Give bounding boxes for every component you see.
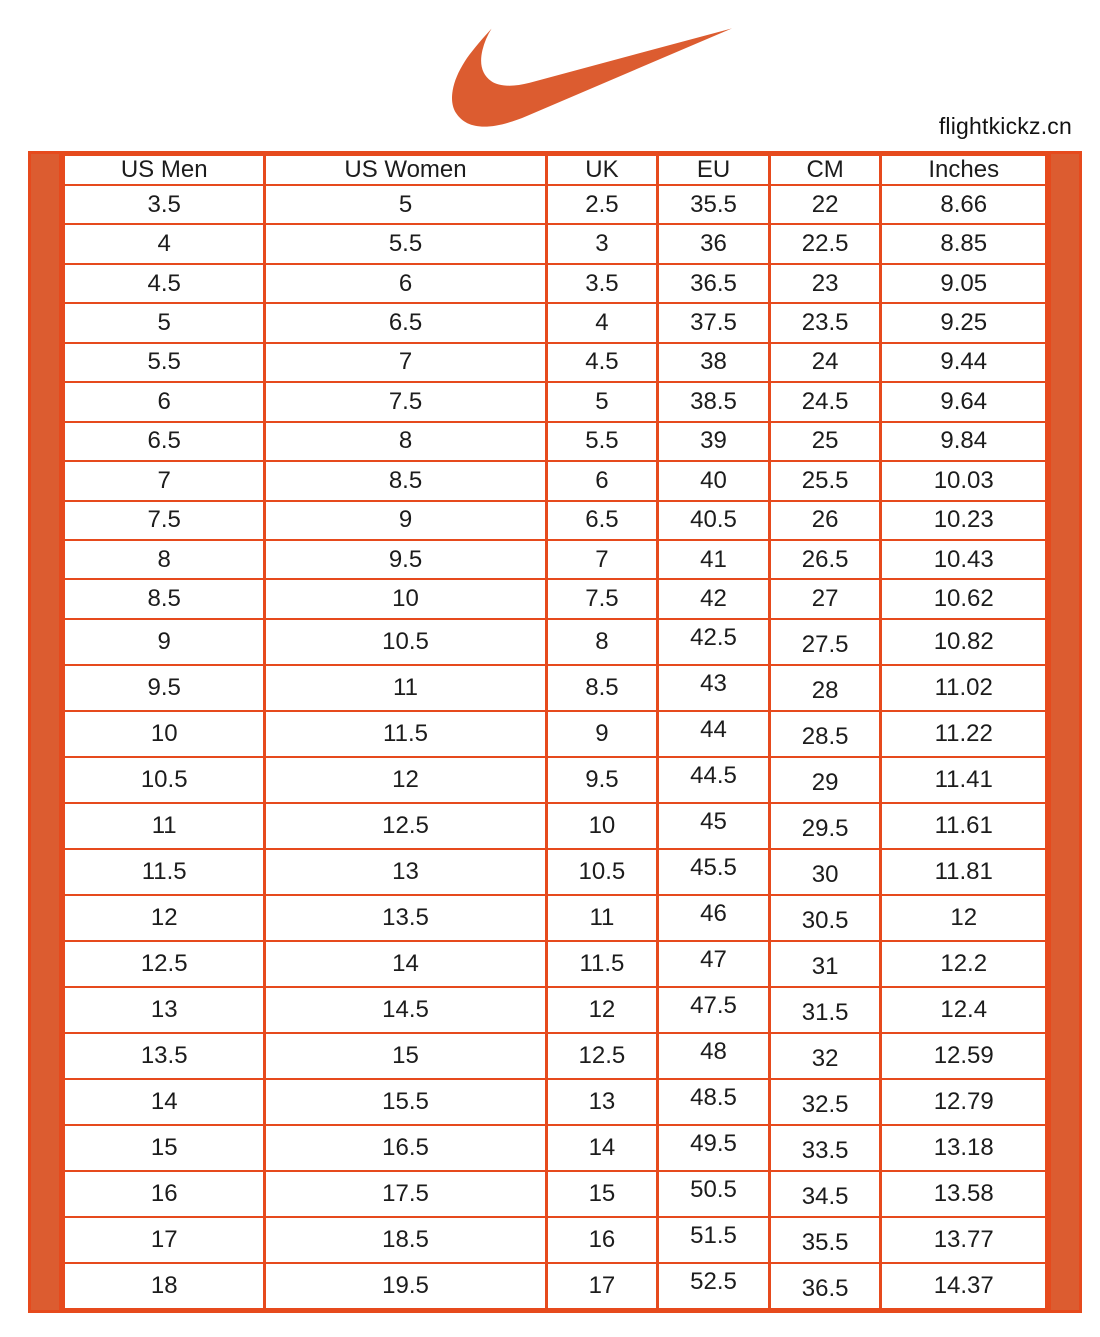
table-cell: 11 [64, 803, 265, 849]
table-cell: 44 [658, 711, 770, 757]
table-cell: 7.5 [64, 501, 265, 540]
column-header-us-men: US Men [64, 155, 265, 185]
table-row [64, 264, 1047, 303]
watermark-text: flightkickz.cn [938, 113, 1072, 139]
size-table-body [64, 185, 1047, 1309]
table-cell: 38 [658, 343, 770, 382]
table-row [64, 757, 1047, 803]
table-cell: 22 [769, 185, 881, 224]
right-accent-bar [1048, 154, 1079, 1310]
table-cell: 13.5 [64, 1033, 265, 1079]
table-cell: 11.02 [881, 665, 1047, 711]
table-cell: 12.5 [546, 1033, 658, 1079]
header-row [64, 155, 1047, 185]
table-cell: 14 [265, 941, 546, 987]
table-cell: 11 [265, 665, 546, 711]
table-cell: 12.5 [64, 941, 265, 987]
table-cell: 9.84 [881, 422, 1047, 461]
table-row [64, 895, 1047, 941]
table-row [64, 803, 1047, 849]
table-cell: 9 [546, 711, 658, 757]
table-row [64, 1171, 1047, 1217]
table-cell: 35.5 [658, 185, 770, 224]
table-cell: 11.5 [265, 711, 546, 757]
table-cell: 11.22 [881, 711, 1047, 757]
table-cell: 19.5 [265, 1263, 546, 1309]
table-cell: 6 [265, 264, 546, 303]
table-cell: 22.5 [769, 224, 881, 263]
table-cell: 23.5 [769, 303, 881, 342]
table-cell: 33.5 [769, 1125, 881, 1171]
table-cell: 39 [658, 422, 770, 461]
table-cell: 13.58 [881, 1171, 1047, 1217]
table-row [64, 619, 1047, 665]
table-cell: 12.5 [265, 803, 546, 849]
table-cell: 6 [64, 382, 265, 421]
table-cell: 2.5 [546, 185, 658, 224]
table-cell: 9.44 [881, 343, 1047, 382]
table-cell: 12.4 [881, 987, 1047, 1033]
table-cell: 30 [769, 849, 881, 895]
table-cell: 27.5 [769, 619, 881, 665]
table-row [64, 1263, 1047, 1309]
table-cell: 10 [265, 579, 546, 618]
table-row [64, 224, 1047, 263]
table-row [64, 579, 1047, 618]
table-cell: 13 [64, 987, 265, 1033]
table-row [64, 1217, 1047, 1263]
table-cell: 10.23 [881, 501, 1047, 540]
table-cell: 25 [769, 422, 881, 461]
table-cell: 18.5 [265, 1217, 546, 1263]
table-cell: 7 [265, 343, 546, 382]
table-cell: 52.5 [658, 1263, 770, 1309]
table-row [64, 1125, 1047, 1171]
table-cell: 24.5 [769, 382, 881, 421]
table-cell: 46 [658, 895, 770, 941]
table-cell: 8.5 [546, 665, 658, 711]
table-cell: 12.2 [881, 941, 1047, 987]
table-cell: 17 [546, 1263, 658, 1309]
table-cell: 13.77 [881, 1217, 1047, 1263]
table-cell: 4.5 [546, 343, 658, 382]
table-cell: 9.5 [64, 665, 265, 711]
table-cell: 10 [546, 803, 658, 849]
table-cell: 27 [769, 579, 881, 618]
table-cell: 6.5 [265, 303, 546, 342]
table-cell: 10.5 [546, 849, 658, 895]
table-cell: 3.5 [64, 185, 265, 224]
table-row [64, 987, 1047, 1033]
table-cell: 29 [769, 757, 881, 803]
table-cell: 10.62 [881, 579, 1047, 618]
table-cell: 7 [546, 540, 658, 579]
table-cell: 11.61 [881, 803, 1047, 849]
column-header-eu: EU [658, 155, 770, 185]
table-cell: 12 [265, 757, 546, 803]
table-cell: 16.5 [265, 1125, 546, 1171]
table-cell: 18 [64, 1263, 265, 1309]
table-cell: 6.5 [64, 422, 265, 461]
table-cell: 10.5 [64, 757, 265, 803]
table-cell: 47 [658, 941, 770, 987]
table-cell: 12 [881, 895, 1047, 941]
table-row [64, 665, 1047, 711]
table-cell: 11.81 [881, 849, 1047, 895]
table-row [64, 941, 1047, 987]
table-cell: 5 [64, 303, 265, 342]
table-cell: 9.5 [546, 757, 658, 803]
table-cell: 10.82 [881, 619, 1047, 665]
table-cell: 17.5 [265, 1171, 546, 1217]
table-row [64, 303, 1047, 342]
table-row [64, 461, 1047, 500]
table-cell: 10.03 [881, 461, 1047, 500]
table-cell: 11.41 [881, 757, 1047, 803]
table-cell: 15 [265, 1033, 546, 1079]
table-cell: 40.5 [658, 501, 770, 540]
table-cell: 38.5 [658, 382, 770, 421]
table-cell: 6 [546, 461, 658, 500]
table-row [64, 343, 1047, 382]
table-cell: 9 [265, 501, 546, 540]
table-cell: 51.5 [658, 1217, 770, 1263]
table-cell: 3.5 [546, 264, 658, 303]
table-cell: 14 [546, 1125, 658, 1171]
table-cell: 48.5 [658, 1079, 770, 1125]
table-cell: 10.5 [265, 619, 546, 665]
table-cell: 16 [546, 1217, 658, 1263]
table-cell: 11 [546, 895, 658, 941]
table-cell: 8.66 [881, 185, 1047, 224]
left-accent-bar [31, 154, 62, 1310]
table-cell: 40 [658, 461, 770, 500]
table-cell: 10 [64, 711, 265, 757]
table-cell: 9.05 [881, 264, 1047, 303]
table-cell: 7 [64, 461, 265, 500]
table-cell: 4.5 [64, 264, 265, 303]
table-cell: 41 [658, 540, 770, 579]
size-table [62, 154, 1048, 1310]
column-header-uk: UK [546, 155, 658, 185]
table-row [64, 849, 1047, 895]
table-cell: 26.5 [769, 540, 881, 579]
table-cell: 12.79 [881, 1079, 1047, 1125]
table-cell: 24 [769, 343, 881, 382]
table-cell: 36 [658, 224, 770, 263]
table-cell: 8 [265, 422, 546, 461]
table-cell: 36.5 [769, 1263, 881, 1309]
table-cell: 4 [546, 303, 658, 342]
column-header-us-women: US Women [265, 155, 546, 185]
table-cell: 8.85 [881, 224, 1047, 263]
table-cell: 43 [658, 665, 770, 711]
column-header-inches: Inches [881, 155, 1047, 185]
table-row [64, 501, 1047, 540]
table-cell: 28.5 [769, 711, 881, 757]
table-cell: 12 [546, 987, 658, 1033]
size-table-header [64, 155, 1047, 185]
table-row [64, 1079, 1047, 1125]
table-cell: 9 [64, 619, 265, 665]
table-cell: 32.5 [769, 1079, 881, 1125]
table-cell: 8 [64, 540, 265, 579]
table-cell: 12 [64, 895, 265, 941]
table-cell: 31 [769, 941, 881, 987]
table-cell: 5 [265, 185, 546, 224]
table-cell: 11.5 [64, 849, 265, 895]
table-cell: 32 [769, 1033, 881, 1079]
table-cell: 35.5 [769, 1217, 881, 1263]
table-cell: 15.5 [265, 1079, 546, 1125]
table-cell: 14 [64, 1079, 265, 1125]
table-cell: 31.5 [769, 987, 881, 1033]
table-cell: 5.5 [265, 224, 546, 263]
table-cell: 8 [546, 619, 658, 665]
table-cell: 49.5 [658, 1125, 770, 1171]
table-row [64, 185, 1047, 224]
table-cell: 9.64 [881, 382, 1047, 421]
table-cell: 6.5 [546, 501, 658, 540]
table-cell: 42.5 [658, 619, 770, 665]
table-cell: 44.5 [658, 757, 770, 803]
table-cell: 34.5 [769, 1171, 881, 1217]
table-row [64, 711, 1047, 757]
table-cell: 11.5 [546, 941, 658, 987]
table-cell: 28 [769, 665, 881, 711]
table-cell: 14.5 [265, 987, 546, 1033]
size-conversion-table [28, 151, 1082, 1313]
table-cell: 30.5 [769, 895, 881, 941]
table-row [64, 422, 1047, 461]
table-cell: 5.5 [546, 422, 658, 461]
table-cell: 45 [658, 803, 770, 849]
table-cell: 5.5 [64, 343, 265, 382]
table-cell: 10.43 [881, 540, 1047, 579]
table-cell: 26 [769, 501, 881, 540]
table-cell: 37.5 [658, 303, 770, 342]
table-cell: 13.18 [881, 1125, 1047, 1171]
table-cell: 47.5 [658, 987, 770, 1033]
table-cell: 42 [658, 579, 770, 618]
table-cell: 15 [64, 1125, 265, 1171]
table-cell: 8.5 [64, 579, 265, 618]
nike-swoosh-icon [452, 26, 732, 129]
table-cell: 50.5 [658, 1171, 770, 1217]
table-cell: 13 [546, 1079, 658, 1125]
table-cell: 45.5 [658, 849, 770, 895]
table-cell: 9.5 [265, 540, 546, 579]
table-cell: 4 [64, 224, 265, 263]
table-cell: 16 [64, 1171, 265, 1217]
table-row [64, 382, 1047, 421]
table-cell: 8.5 [265, 461, 546, 500]
column-header-cm: CM [769, 155, 881, 185]
table-cell: 25.5 [769, 461, 881, 500]
table-cell: 7.5 [546, 579, 658, 618]
table-cell: 23 [769, 264, 881, 303]
table-cell: 48 [658, 1033, 770, 1079]
table-cell: 29.5 [769, 803, 881, 849]
table-row [64, 1033, 1047, 1079]
table-cell: 14.37 [881, 1263, 1047, 1309]
table-cell: 7.5 [265, 382, 546, 421]
table-cell: 13 [265, 849, 546, 895]
table-cell: 15 [546, 1171, 658, 1217]
table-cell: 13.5 [265, 895, 546, 941]
table-cell: 17 [64, 1217, 265, 1263]
table-cell: 5 [546, 382, 658, 421]
table-row [64, 540, 1047, 579]
table-cell: 12.59 [881, 1033, 1047, 1079]
table-cell: 3 [546, 224, 658, 263]
table-cell: 9.25 [881, 303, 1047, 342]
table-cell: 36.5 [658, 264, 770, 303]
